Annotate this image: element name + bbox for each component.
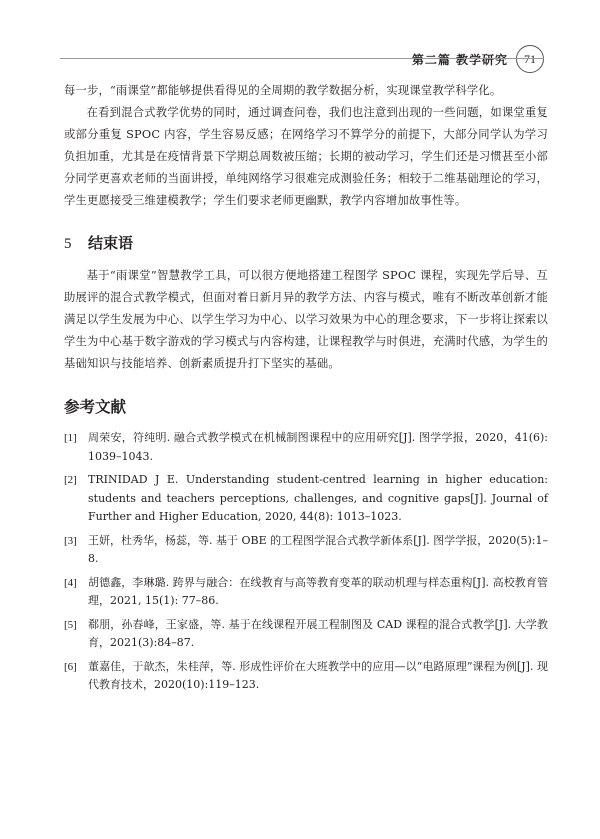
header-rule bbox=[60, 58, 544, 59]
page-content bbox=[64, 80, 548, 700]
section-title: 结束语 bbox=[88, 234, 134, 252]
reference-number: [1] bbox=[64, 432, 77, 444]
reference-text: 郗朋，孙春峰，王家盛，等. 基于在线课程开展工程制图及 CAD 课程的混合式教学[J]. 大学教育，2021(3):84–87. bbox=[88, 617, 548, 649]
reference-item bbox=[64, 616, 548, 653]
reference-text: 董嘉佳，于歆杰，朱桂萍，等. 形成性评价在大班教学中的应用—以“电路原理”课程为例[J]. 现代教育技术，2020(10):119–123. bbox=[88, 659, 548, 691]
reference-number: [4] bbox=[64, 576, 77, 589]
paragraph-conclusion: 基于“雨课堂”智慧教学工具，可以很方便地搭建工程图学 SPOC 课程，实现先学后导、互助展评的混合式教学模式，但面对着日新月异的教学方法、内容与模式，唯有不断改革创新才能满足以学生发展为中心、以学生学习为中心、以学习效果为中心的理念要求，下一步将让探索以学生为中心基于数字游戏的学习模式与内容构建，让课程教学与时俱进，充满时代感，为学生的基础知识与技能培养、创新素质提升打下坚实的基础。 bbox=[64, 269, 548, 370]
reference-item bbox=[64, 658, 548, 695]
reference-text: 王妍，杜秀华，杨蕊，等. 基于 OBE 的工程图学混合式教学新体系[J]. 图学学报，2020(5):1–8. bbox=[88, 533, 548, 565]
reference-number: [2] bbox=[64, 474, 77, 486]
references-heading: 参考文献 bbox=[64, 398, 127, 416]
reference-item bbox=[64, 574, 548, 611]
reference-number: [6] bbox=[64, 660, 77, 673]
running-title: 第二篇 教学研究 bbox=[411, 52, 508, 67]
reference-text: 周荣安，符纯明. 融合式教学模式在机械制图课程中的应用研究[J]. 图学学报，2020，41(6): 1039–1043. bbox=[88, 431, 548, 463]
reference-item bbox=[64, 429, 548, 466]
section-heading bbox=[64, 232, 548, 253]
reference-text: TRINIDAD J E. Understanding student-centred learning in higher education: students and teachers perceptions, challenges, and cognitive gaps[J]. Journal of Further and Higher Education, 2020, 44(8): 1013–1023. bbox=[88, 473, 548, 523]
paragraph-continued: 每一步，“雨课堂”都能够提供看得见的全周期的教学数据分析，实现课堂教学科学化。 bbox=[64, 84, 502, 97]
page-header bbox=[412, 44, 544, 74]
section-number: 5 bbox=[64, 236, 72, 252]
reference-number: [3] bbox=[64, 534, 77, 547]
paragraph-issues: 在看到混合式教学优势的同时，通过调查问卷，我们也注意到出现的一些问题，如课堂重复或部分重复 SPOC 内容，学生容易反感；在网络学习不算学分的前提下，大部分同学认为学习负担加重，尤其是在疫情背景下学期总周数被压缩；长期的被动学习，学生们还是习惯甚至小部分同学更喜欢老师的当面讲授，单纯网络学习很难完成测验任务；相较于二维基础理论的学习，学生更愿接受三维建模教学；学生们要求老师更幽默，教学内容增加故事性等。 bbox=[64, 106, 548, 207]
reference-number: [5] bbox=[64, 618, 77, 631]
page-number: 71 bbox=[516, 45, 544, 73]
reference-text: 胡德鑫，李琳璐. 跨界与融合：在线教育与高等教育变革的联动机理与样态重构[J]. 高校教育管理，2021, 15(1): 77–86. bbox=[88, 575, 548, 607]
reference-item bbox=[64, 471, 548, 527]
reference-item bbox=[64, 532, 548, 569]
